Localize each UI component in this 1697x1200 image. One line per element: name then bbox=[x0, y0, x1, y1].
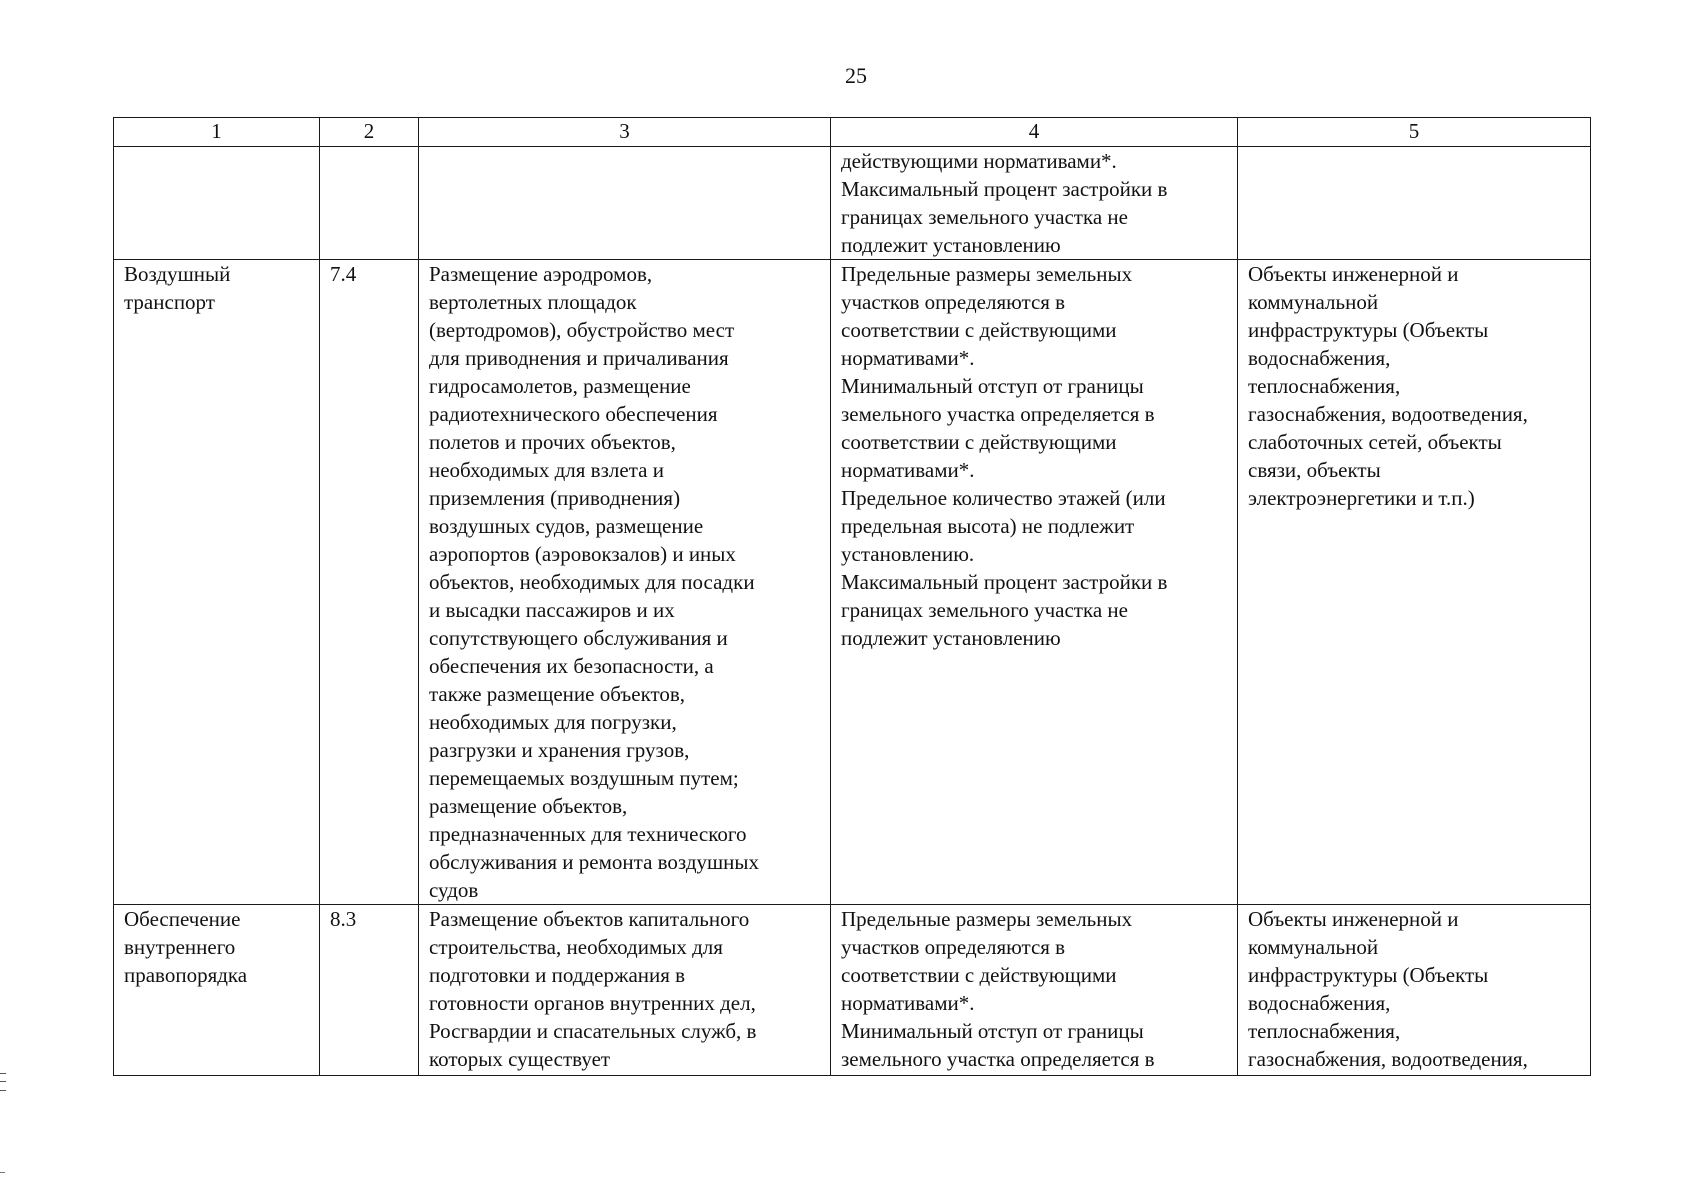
cell-text: 7.4 bbox=[330, 262, 357, 286]
cell-text: Воздушный транспорт bbox=[124, 262, 231, 314]
cell-text: Предельные размеры земельных участков определяются в соответствии с действующими нормативами*. Минимальный отступ от границы земельного участка определяется в bbox=[841, 907, 1155, 1071]
cell-auxiliary bbox=[1238, 260, 1591, 905]
cell-name bbox=[114, 147, 320, 260]
cell-text: действующими нормативами*. Максимальный процент застройки в границах земельного участка не подлежит установлению bbox=[841, 149, 1168, 257]
table-row bbox=[114, 147, 1591, 260]
header-row bbox=[114, 118, 1591, 147]
cell-text: 8.3 bbox=[330, 907, 357, 931]
column-header-4: 4 bbox=[831, 118, 1238, 147]
table-row bbox=[114, 260, 1591, 905]
cell-parameters bbox=[831, 260, 1238, 905]
cell-description bbox=[419, 905, 831, 1076]
land-use-table bbox=[113, 117, 1591, 1076]
cell-text: Объекты инженерной и коммунальной инфраструктуры (Объекты водоснабжения, теплоснабжения, газоснабжения, водоотведения, bbox=[1248, 907, 1528, 1071]
cell-code bbox=[320, 260, 419, 905]
cell-auxiliary bbox=[1238, 147, 1591, 260]
scan-margin-mark bbox=[0, 1073, 6, 1091]
cell-text: Размещение аэродромов, вертолетных площадок (вертодромов), обустройство мест для приводнения и причаливания гидросамолетов, размещение радиотехнического обеспечения полетов и прочих объектов, необходимых для взлета и приземления (приводнения) воздушных судов, размещение аэропортов (аэровокзалов) и иных объектов, необходимых для посадки и высадки пассажиров и их сопутствующего обслуживания и обеспечения их безопасности, а также размещение объектов, необходимых для погрузки, разгрузки и хранения грузов, перемещаемых воздушным путем; размещение объектов, предназначенных для технического обслуживания и ремонта воздушных судов bbox=[429, 262, 760, 902]
scan-margin-tick bbox=[0, 1172, 5, 1173]
cell-code bbox=[320, 905, 419, 1076]
cell-text: Предельные размеры земельных участков определяются в соответствии с действующими нормативами*. Минимальный отступ от границы земельного участка определяется в соответствии с действующими нормативами*. Предельное количество этажей (или предельная высота) не подлежит установлению. Максимальный процент застройки в границах земельного участка не подлежит установлению bbox=[841, 262, 1168, 650]
cell-description bbox=[419, 147, 831, 260]
cell-name bbox=[114, 905, 320, 1076]
column-header-2: 2 bbox=[320, 118, 419, 147]
cell-text: Обеспечение внутреннего правопорядка bbox=[124, 907, 248, 987]
column-header-1: 1 bbox=[114, 118, 320, 147]
page-number: 25 bbox=[845, 63, 867, 88]
column-header-5: 5 bbox=[1238, 118, 1591, 147]
table-row bbox=[114, 905, 1591, 1076]
cell-name bbox=[114, 260, 320, 905]
column-header-3: 3 bbox=[419, 118, 831, 147]
cell-text: Объекты инженерной и коммунальной инфраструктуры (Объекты водоснабжения, теплоснабжения, газоснабжения, водоотведения, слаботочных сетей, объекты связи, объекты электроэнергетики и т.п.) bbox=[1248, 262, 1528, 510]
cell-parameters bbox=[831, 147, 1238, 260]
cell-description bbox=[419, 260, 831, 905]
cell-text: Размещение объектов капитального строительства, необходимых для подготовки и поддержания в готовности органов внутренних дел, Росгвардии и спасательных служб, в которых существует bbox=[429, 907, 757, 1071]
cell-parameters bbox=[831, 905, 1238, 1076]
cell-code bbox=[320, 147, 419, 260]
cell-auxiliary bbox=[1238, 905, 1591, 1076]
